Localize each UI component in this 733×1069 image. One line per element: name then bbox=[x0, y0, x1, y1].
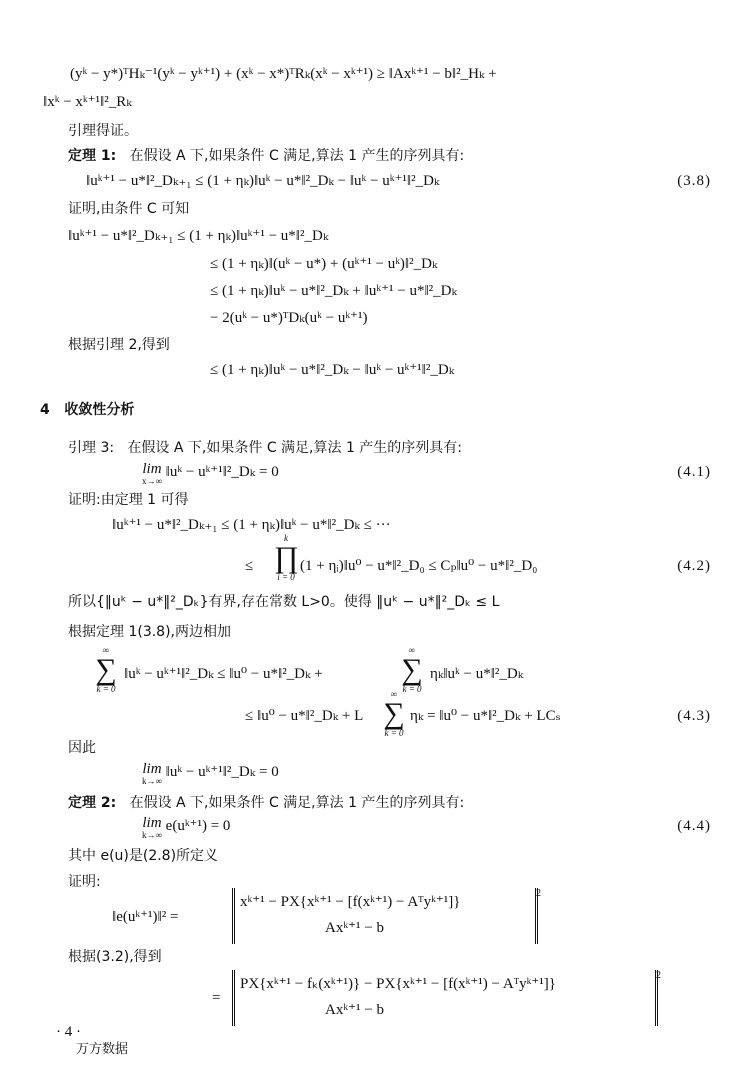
text-line: 根据(3.2),得到 bbox=[68, 949, 162, 965]
section-title: 收敛性分析 bbox=[64, 402, 135, 418]
equation-number: (4.3) bbox=[677, 708, 711, 724]
equation-line: ‖uᵏ⁺¹ − u*‖²_Dₖ₊₁ ≤ (1 + ηₖ)‖uᵏ − u*‖²_Dₖ ≤ ··· bbox=[112, 517, 391, 533]
matrix-row: PX{xᵏ⁺¹ − fₖ(xᵏ⁺¹)} − PX{xᵏ⁺¹ − [f(xᵏ⁺¹) − Aᵀyᵏ⁺¹]} bbox=[240, 976, 557, 992]
lim-operator: lim x→∞ bbox=[142, 461, 162, 486]
equation-line: ‖uᵏ⁺¹ − u*‖²_Dₖ₊₁ ≤ (1 + ηₖ)‖uᵏ⁺¹ − u*‖²_Dₖ bbox=[68, 228, 329, 244]
page-number: · 4 · bbox=[56, 1024, 81, 1040]
theorem-label: 定理 2: bbox=[68, 795, 117, 811]
section-number: 4 bbox=[40, 402, 50, 418]
sum-operator: ∞ ∑ k = 0 bbox=[95, 645, 117, 694]
equation-line: ηₖ‖uᵏ − u*‖²_Dₖ bbox=[430, 666, 524, 682]
lemma-3 bbox=[68, 438, 462, 458]
theorem-label: 定理 1: bbox=[68, 148, 117, 164]
equation-line: ηₖ = ‖u⁰ − u*‖²_Dₖ + LCₛ bbox=[410, 708, 561, 724]
theorem-2 bbox=[68, 793, 464, 813]
matrix-row: Axᵏ⁺¹ − b bbox=[325, 920, 384, 936]
matrix-row: xᵏ⁺¹ − PX{xᵏ⁺¹ − [f(xᵏ⁺¹) − Aᵀyᵏ⁺¹]} bbox=[240, 894, 461, 910]
sum-operator: ∞ ∑ k = 0 bbox=[401, 645, 423, 694]
lim-operator: lim k→∞ bbox=[142, 815, 162, 840]
equation-number: (4.1) bbox=[677, 464, 711, 480]
theorem-text: 在假设 A 下,如果条件 C 满足,算法 1 产生的序列具有: bbox=[129, 795, 465, 811]
lim-operator: lim k→∞ bbox=[142, 761, 162, 786]
norm-exponent: 2 bbox=[536, 888, 541, 899]
equation-line: ≤ (1 + ηₖ)‖(uᵏ − u*) + (uᵏ⁺¹ − uᵏ)‖²_Dₖ bbox=[210, 256, 438, 272]
equation-body: ‖uᵏ − uᵏ⁺¹‖²_Dₖ = 0 bbox=[165, 764, 279, 780]
equation-body: ‖uᵏ − uᵏ⁺¹‖²_Dₖ = 0 bbox=[165, 464, 279, 480]
equation-body: e(uᵏ⁺¹) = 0 bbox=[165, 818, 231, 834]
equation-lhs: ‖e(uᵏ⁺¹)‖² = bbox=[112, 909, 179, 925]
proof-intro: 证明: bbox=[68, 874, 101, 890]
text-line: 引理得证。 bbox=[68, 123, 138, 139]
equation-line: ≤ (1 + ηₖ)‖uᵏ − u*‖²_Dₖ + ‖uᵏ⁺¹ − u*‖²_Dₖ bbox=[210, 283, 457, 299]
text-line: 根据定理 1(3.8),两边相加 bbox=[68, 624, 231, 640]
equation-line: − 2(uᵏ − u*)ᵀDₖ(uᵏ − uᵏ⁺¹) bbox=[210, 310, 368, 326]
proof-intro: 证明,由条件 C 可知 bbox=[68, 201, 190, 217]
equation-number: (4.4) bbox=[677, 818, 711, 834]
equation-line bbox=[142, 762, 279, 786]
proof-intro: 证明:由定理 1 可得 bbox=[68, 492, 189, 508]
lemma-text: 在假设 A 下,如果条件 C 满足,算法 1 产生的序列具有: bbox=[127, 440, 463, 456]
equation-line: ‖uᵏ − uᵏ⁺¹‖²_Dₖ ≤ ‖u⁰ − u*‖²_Dₖ + bbox=[124, 666, 323, 682]
equation-4-4 bbox=[142, 816, 230, 840]
equation-line: (yᵏ − y*)ᵀHₖ⁻¹(yᵏ − yᵏ⁺¹) + (xᵏ − x*)ᵀRₖ(xᵏ − xᵏ⁺¹) ≥ ‖Axᵏ⁺¹ − b‖²_Hₖ + bbox=[70, 66, 497, 82]
equation-line: (1 + ηᵢ)‖u⁰ − u*‖²_D₀ ≤ Cₚ‖u⁰ − u*‖²_D₀ bbox=[300, 558, 538, 574]
sum-operator: ∞ ∑ k = 0 bbox=[383, 689, 405, 738]
theorem-text: 在假设 A 下,如果条件 C 满足,算法 1 产生的序列具有: bbox=[129, 148, 465, 164]
text-line: 因此 bbox=[68, 740, 96, 756]
norm-exponent: 2 bbox=[656, 970, 661, 981]
section-heading bbox=[40, 400, 134, 420]
equation-line: ≤ ‖u⁰ − u*‖²_Dₖ + L bbox=[245, 708, 364, 724]
text-line: 根据引理 2,得到 bbox=[68, 337, 170, 353]
product-operator: k ∏ i = 0 bbox=[274, 533, 299, 582]
equation-3-8: ‖uᵏ⁺¹ − u*‖²_Dₖ₊₁ ≤ (1 + ηₖ)‖uᵏ − u*‖²_Dₖ − ‖uᵏ − uᵏ⁺¹‖²_Dₖ bbox=[86, 173, 440, 189]
lemma-label: 引理 3: bbox=[68, 440, 115, 456]
leq-sign: ≤ bbox=[245, 558, 254, 574]
equation-number: (3.8) bbox=[677, 173, 711, 189]
theorem-1 bbox=[68, 146, 464, 166]
equation-line: ‖xᵏ − xᵏ⁺¹‖²_Rₖ bbox=[43, 94, 132, 110]
equation-number: (4.2) bbox=[677, 558, 711, 574]
equation-4-1 bbox=[142, 462, 279, 486]
equation-line: ≤ (1 + ηₖ)‖uᵏ − u*‖²_Dₖ − ‖uᵏ − uᵏ⁺¹‖²_Dₖ bbox=[210, 362, 455, 378]
matrix-row: Axᵏ⁺¹ − b bbox=[325, 1002, 384, 1018]
equals-sign: = bbox=[212, 990, 221, 1006]
text-line: 所以{‖uᵏ − u*‖²_Dₖ}有界,存在常数 L>0。使得 ‖uᵏ − u*‖²_Dₖ ≤ L bbox=[68, 594, 500, 610]
text-line: 其中 e(u)是(2.8)所定义 bbox=[68, 848, 219, 864]
footer-watermark: 万方数据 bbox=[76, 1042, 129, 1057]
